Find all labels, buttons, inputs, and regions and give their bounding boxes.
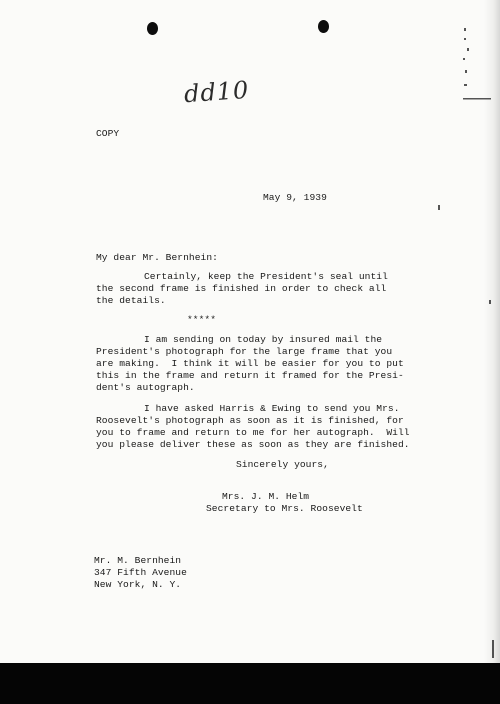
address-line: Mr. M. Bernhein bbox=[94, 555, 182, 566]
punch-hole-right bbox=[318, 20, 329, 33]
salutation: My dear Mr. Bernhein: bbox=[96, 252, 218, 263]
page-edge-shadow bbox=[484, 0, 500, 663]
paragraph-line: Certainly, keep the President's seal until bbox=[144, 271, 388, 282]
paragraph-line: dent's autograph. bbox=[96, 382, 195, 393]
copy-mark: COPY bbox=[96, 128, 120, 139]
signature-name: Mrs. J. M. Helm bbox=[222, 491, 310, 502]
paragraph-line: the second frame is finished in order to check all bbox=[96, 283, 387, 294]
paragraph-line: President's photograph for the large frame that you bbox=[96, 346, 393, 357]
paragraph-line: Roosevelt's photograph as soon as it is finished, for bbox=[96, 415, 404, 426]
signature-title: Secretary to Mrs. Roosevelt bbox=[206, 503, 363, 514]
punch-hole-left bbox=[147, 22, 158, 35]
letter-date: May 9, 1939 bbox=[263, 192, 327, 203]
handwritten-file-number: dd10 bbox=[183, 75, 251, 109]
paragraph-line: this in the frame and return it framed for the Presi- bbox=[96, 370, 404, 381]
paragraph-line: you please deliver these as soon as they are finished. bbox=[96, 439, 410, 450]
address-line: 347 Fifth Avenue bbox=[94, 567, 187, 578]
paragraph-line: I am sending on today by insured mail the bbox=[144, 334, 383, 345]
scan-bottom-border bbox=[0, 663, 500, 704]
paragraph-line: are making. I think it will be easier for you to put bbox=[96, 358, 404, 369]
paragraph-line: the details. bbox=[96, 295, 166, 306]
section-separator: ***** bbox=[187, 314, 217, 325]
paragraph-line: I have asked Harris & Ewing to send you Mrs. bbox=[144, 403, 400, 414]
closing: Sincerely yours, bbox=[236, 459, 329, 470]
address-line: New York, N. Y. bbox=[94, 579, 182, 590]
paragraph-line: you to frame and return to me for her autograph. Will bbox=[96, 427, 410, 438]
